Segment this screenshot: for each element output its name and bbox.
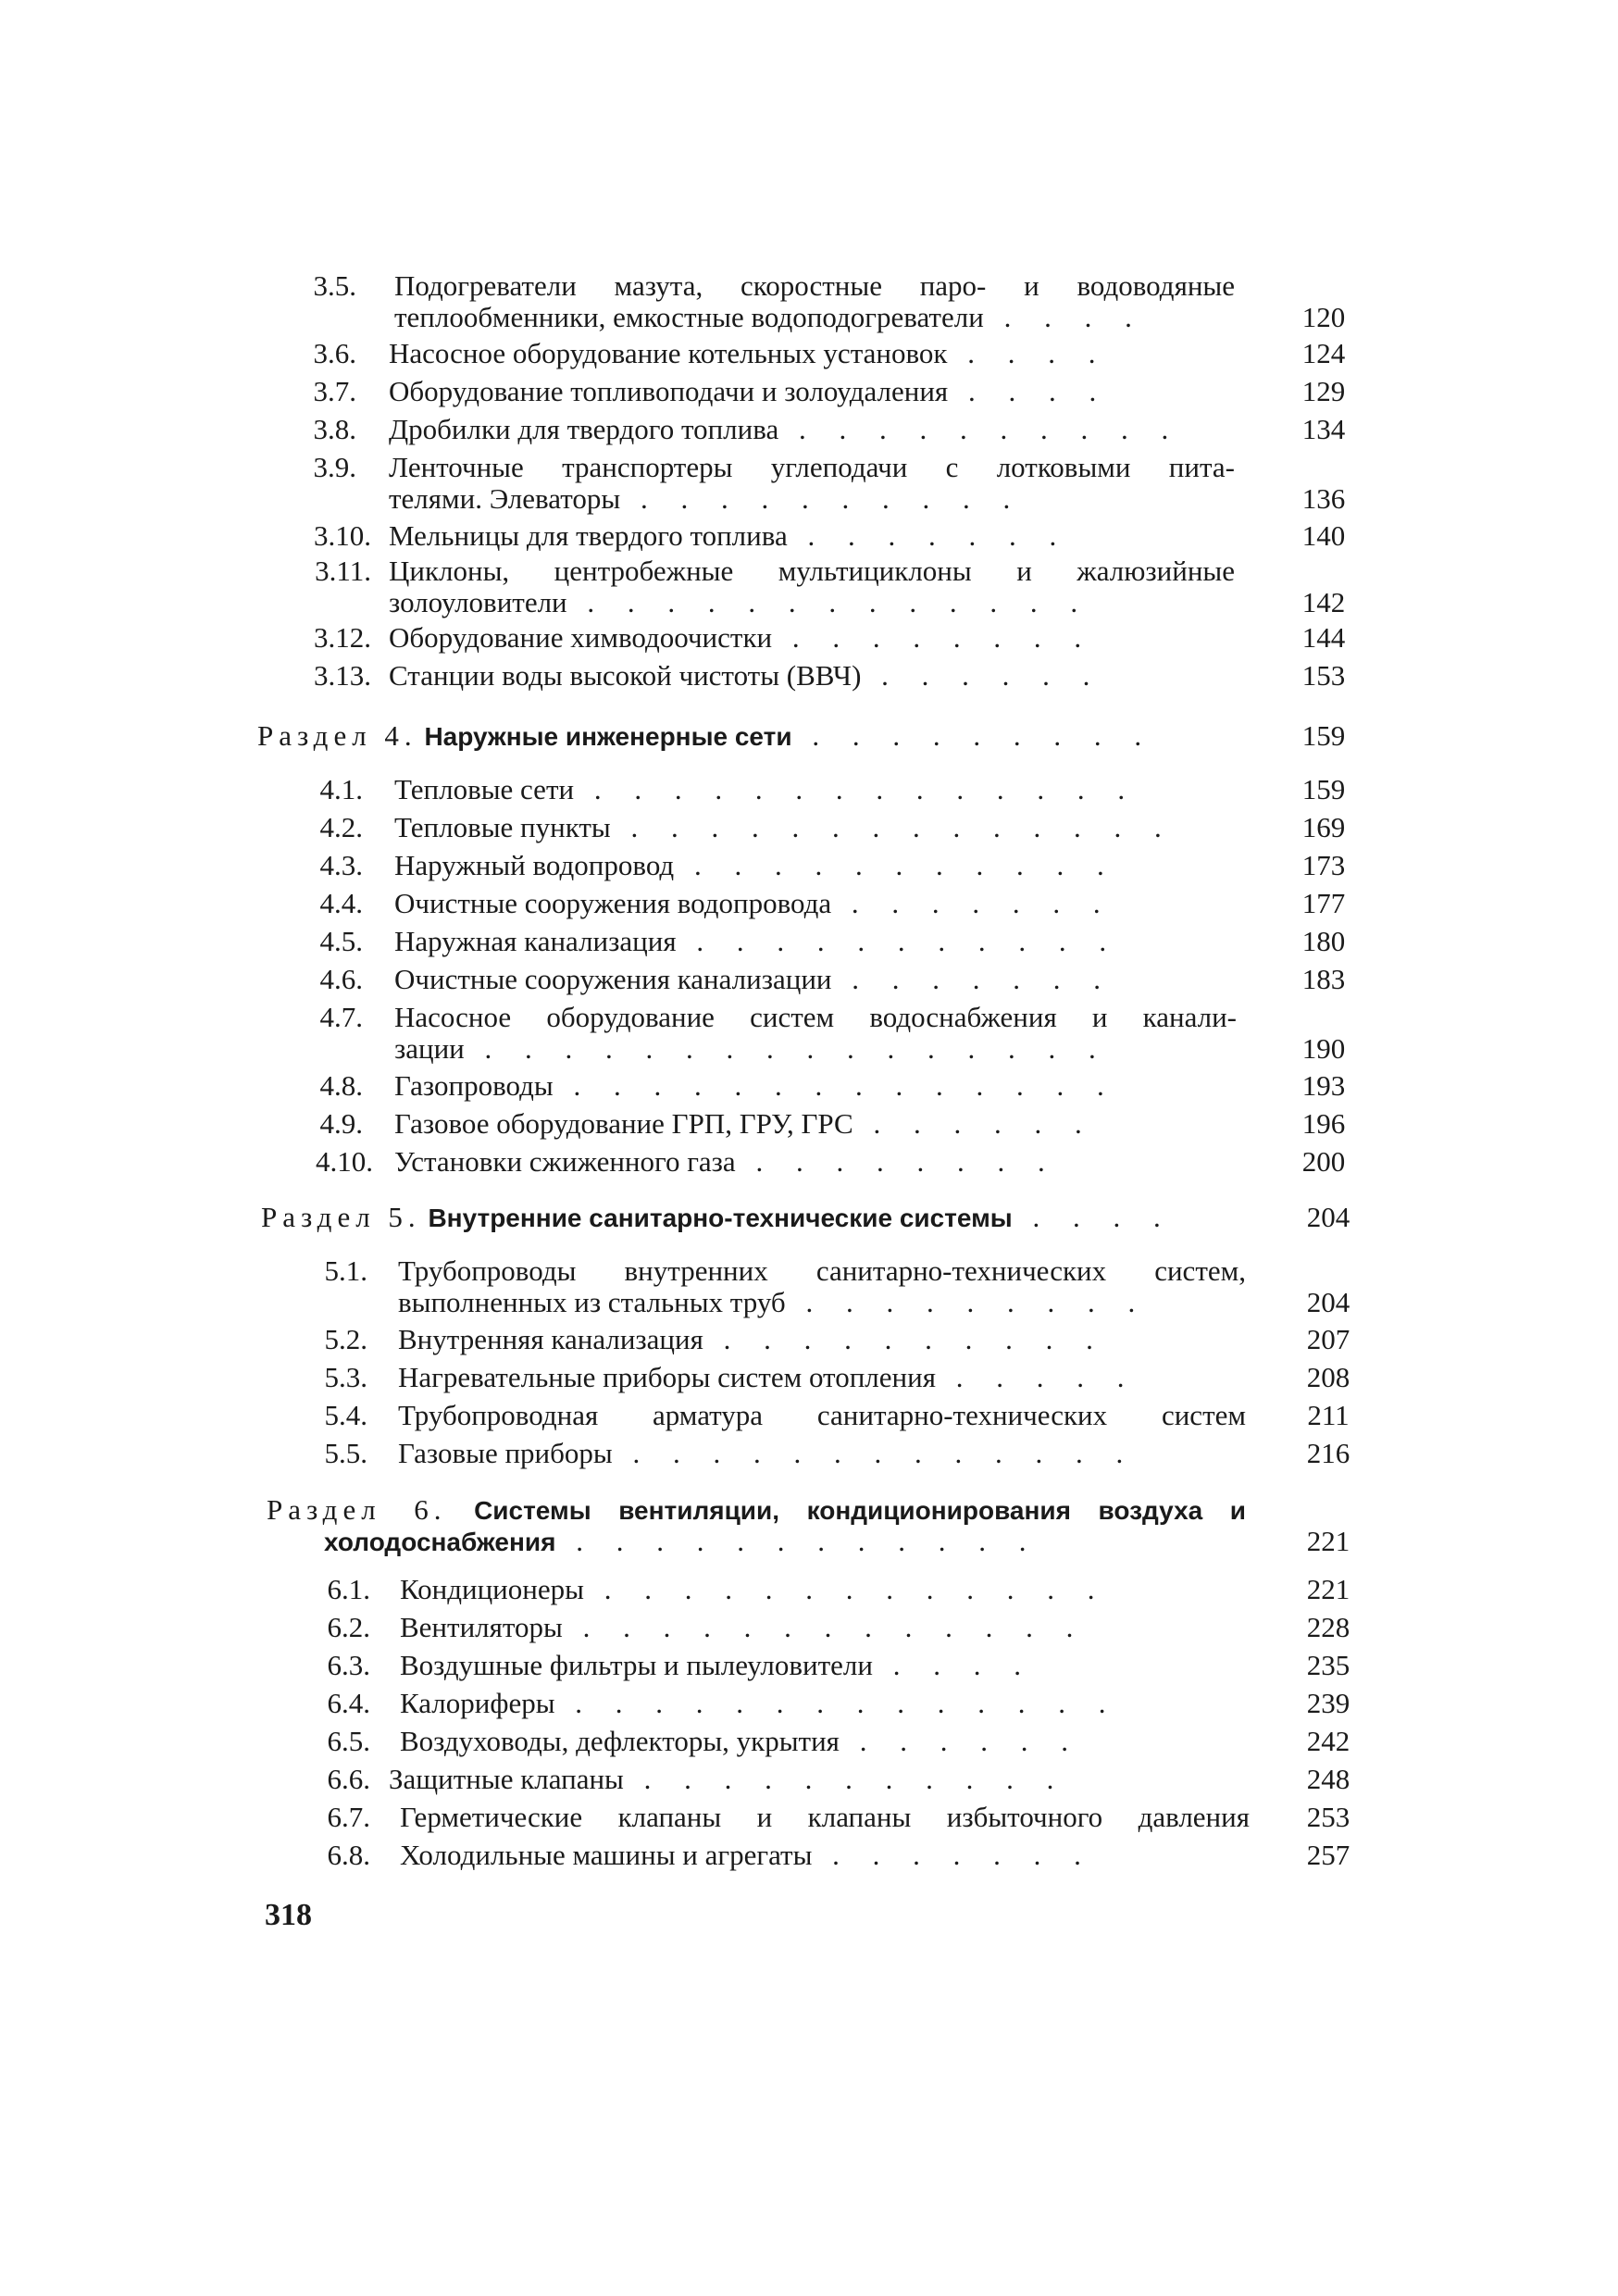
- entry-page: 124: [1301, 337, 1346, 369]
- entry-number: 6.3.: [327, 1649, 370, 1681]
- entry-title: Мельницы для твердого топлива . . . . . . .: [389, 519, 1070, 552]
- section-page: 204: [1306, 1201, 1350, 1233]
- entry-title: Тепловые пункты . . . . . . . . . . . . . .: [394, 811, 1175, 843]
- entry-page: 190: [1301, 1032, 1346, 1065]
- entry-title: Дробилки для твердого топлива . . . . . . . . . .: [389, 413, 1182, 445]
- entry-title-line2: теплообменники, емкостные водоподогреватели: [394, 301, 984, 333]
- entry-title-text: Наружная канализация: [394, 925, 677, 957]
- entry-title-continuation: золоуловители . . . . . . . . . . . . .: [389, 586, 1091, 618]
- entry-page: 136: [1301, 482, 1346, 515]
- entry-title: Газовые приборы . . . . . . . . . . . . .: [398, 1437, 1137, 1469]
- entry-number: 5.3.: [324, 1361, 367, 1393]
- entry-title-line2: телями. Элеваторы: [389, 482, 621, 515]
- entry-title-text: Очистные сооружения водопровода: [394, 887, 832, 919]
- section-title: Внутренние санитарно-технические системы: [428, 1204, 1013, 1232]
- entry-page: 235: [1306, 1649, 1350, 1681]
- entry-number: 4.10.: [316, 1145, 373, 1178]
- entry-title: Воздуховоды, дефлекторы, укрытия . . . . . .: [400, 1725, 1081, 1757]
- entry-number: 5.1.: [324, 1254, 367, 1287]
- entry-page: 228: [1306, 1611, 1350, 1643]
- section-label: Раздел 4.: [257, 719, 417, 752]
- entry-page: 159: [1301, 773, 1346, 805]
- entry-title: Герметические клапаны и клапаны избыточного давления: [400, 1801, 1250, 1833]
- entry-title: Вентиляторы . . . . . . . . . . . . .: [400, 1611, 1087, 1643]
- entry-title: Установки сжиженного газа . . . . . . . .: [394, 1145, 1058, 1178]
- entry-number: 4.4.: [319, 887, 363, 919]
- entry-title: Трубопроводы внутренних санитарно-технических систем,: [398, 1254, 1246, 1287]
- section-heading-text: Раздел 5. Внутренние санитарно-технические системы . . . .: [261, 1201, 1174, 1233]
- entry-number: 4.5.: [319, 925, 363, 957]
- entry-title: Холодильные машины и агрегаты . . . . . . .: [400, 1839, 1094, 1871]
- entry-page: 196: [1301, 1107, 1346, 1140]
- entry-number: 3.13.: [314, 659, 371, 692]
- entry-page: 239: [1306, 1687, 1350, 1719]
- entry-number: 3.7.: [313, 375, 356, 407]
- entry-page: 248: [1306, 1763, 1350, 1795]
- entry-title: Наружная канализация . . . . . . . . . . .: [394, 925, 1120, 957]
- entry-title: Внутренняя канализация . . . . . . . . . .: [398, 1323, 1106, 1355]
- entry-title-line2: золоуловители: [389, 586, 567, 618]
- entry-title: Наружный водопровод . . . . . . . . . . .: [394, 849, 1117, 881]
- entry-title: Станции воды высокой чистоты (ВВЧ) . . . . . .: [389, 659, 1103, 692]
- entry-number: 4.7.: [319, 1001, 363, 1033]
- entry-page: 183: [1301, 963, 1346, 995]
- entry-title-text: Газопроводы: [394, 1069, 554, 1102]
- entry-title-text: Насосное оборудование котельных установок: [389, 337, 948, 369]
- entry-title: Трубопроводная арматура санитарно-технических систем: [398, 1399, 1246, 1431]
- entry-number: 3.5.: [313, 269, 356, 302]
- section-heading-line2: холодоснабжения . . . . . . . . . . . .: [324, 1525, 1039, 1557]
- entry-title-text: Тепловые пункты: [394, 811, 611, 843]
- entry-page: 177: [1301, 887, 1346, 919]
- entry-number: 6.8.: [327, 1839, 370, 1871]
- entry-number: 4.8.: [319, 1069, 363, 1102]
- entry-page: 120: [1301, 301, 1346, 333]
- entry-title-text: Наружный водопровод: [394, 849, 675, 881]
- entry-number: 6.4.: [327, 1687, 370, 1719]
- entry-number: 6.5.: [327, 1725, 370, 1757]
- entry-page: 129: [1301, 375, 1346, 407]
- entry-title: Насосное оборудование систем водоснабжения и канали-: [394, 1001, 1237, 1033]
- entry-title: Ленточные транспортеры углеподачи с лотковыми пита-: [389, 451, 1235, 483]
- entry-title-text: Нагревательные приборы систем отопления: [398, 1361, 936, 1393]
- entry-page: 204: [1306, 1286, 1350, 1318]
- entry-number: 3.11.: [315, 555, 371, 587]
- entry-title-text: Мельницы для твердого топлива: [389, 519, 788, 552]
- entry-title-continuation: теплообменники, емкостные водоподогреватели . . . .: [394, 301, 1145, 333]
- entry-page: 207: [1306, 1323, 1350, 1355]
- page-number: 318: [265, 1898, 312, 1932]
- section-title: Системы вентиляции, кондиционирования воздуха и: [474, 1496, 1247, 1525]
- entry-number: 3.9.: [313, 451, 356, 483]
- entry-title-text: Защитные клапаны: [389, 1763, 624, 1795]
- section-page: 221: [1306, 1525, 1350, 1557]
- section-page: 159: [1301, 719, 1346, 752]
- entry-title: Очистные сооружения водопровода . . . . . . .: [394, 887, 1114, 919]
- entry-page: 169: [1301, 811, 1346, 843]
- entry-page: 200: [1301, 1145, 1346, 1178]
- section-heading-text: Раздел 4. Наружные инженерные сети . . . . . . . . .: [257, 719, 1155, 752]
- entry-title-line2: выполненных из стальных труб: [398, 1286, 786, 1318]
- entry-title: Газовое оборудование ГРП, ГРУ, ГРС . . . . . .: [394, 1107, 1095, 1140]
- section-title-line2: холодоснабжения: [324, 1528, 556, 1556]
- entry-title: Подогреватели мазута, скоростные паро- и водоводяные: [394, 269, 1235, 302]
- entry-number: 4.9.: [319, 1107, 363, 1140]
- section-heading-line1: [267, 1494, 1246, 1527]
- entry-title-text: Газовое оборудование ГРП, ГРУ, ГРС: [394, 1107, 853, 1140]
- entry-number: 3.6.: [313, 337, 356, 369]
- entry-page: 153: [1301, 659, 1346, 692]
- entry-number: 4.2.: [319, 811, 363, 843]
- entry-title: Нагревательные приборы систем отопления . . . . .: [398, 1361, 1138, 1393]
- entry-number: 3.12.: [314, 621, 371, 654]
- section-label: Раздел 5.: [261, 1201, 421, 1233]
- entry-title-text: Калориферы: [400, 1687, 555, 1719]
- entry-number: 4.6.: [319, 963, 363, 995]
- entry-title-text: Оборудование химводоочистки: [389, 621, 773, 654]
- entry-page: 208: [1306, 1361, 1350, 1393]
- entry-title: Газопроводы . . . . . . . . . . . . . .: [394, 1069, 1117, 1102]
- entry-title-text: Внутренняя канализация: [398, 1323, 703, 1355]
- entry-page: 221: [1306, 1573, 1350, 1605]
- entry-title-text: Очистные сооружения канализации: [394, 963, 832, 995]
- entry-title-text: Оборудование топливоподачи и золоудаления: [389, 375, 949, 407]
- entry-title: Насосное оборудование котельных установок . . . .: [389, 337, 1109, 369]
- entry-title-text: Вентиляторы: [400, 1611, 563, 1643]
- section-title: Наружные инженерные сети: [424, 722, 792, 751]
- entry-title: Защитные клапаны . . . . . . . . . . .: [389, 1763, 1067, 1795]
- entry-page: 216: [1306, 1437, 1350, 1469]
- entry-page: 193: [1301, 1069, 1346, 1102]
- entry-title-line2: зации: [394, 1032, 465, 1065]
- entry-number: 5.4.: [324, 1399, 367, 1431]
- entry-title-text: Дробилки для твердого топлива: [389, 413, 779, 445]
- entry-number: 3.8.: [313, 413, 356, 445]
- entry-page: 180: [1301, 925, 1346, 957]
- entry-title-text: Газовые приборы: [398, 1437, 613, 1469]
- entry-page: 142: [1301, 586, 1346, 618]
- entry-title: Воздушные фильтры и пылеуловители . . . .: [400, 1649, 1034, 1681]
- entry-page: 211: [1307, 1399, 1350, 1431]
- entry-number: 3.10.: [314, 519, 371, 552]
- entry-number: 4.3.: [319, 849, 363, 881]
- entry-title: Тепловые сети . . . . . . . . . . . . . .: [394, 773, 1139, 805]
- entry-number: 5.2.: [324, 1323, 367, 1355]
- entry-title: Калориферы . . . . . . . . . . . . . .: [400, 1687, 1119, 1719]
- entry-title: Оборудование химводоочистки . . . . . . . .: [389, 621, 1095, 654]
- entry-title-text: Воздуховоды, дефлекторы, укрытия: [400, 1725, 840, 1757]
- entry-title-text: Станции воды высокой чистоты (ВВЧ): [389, 659, 862, 692]
- entry-title-continuation: выполненных из стальных труб . . . . . . . . .: [398, 1286, 1149, 1318]
- entry-page: 134: [1301, 413, 1346, 445]
- entry-page: 173: [1301, 849, 1346, 881]
- entry-number: 6.7.: [327, 1801, 370, 1833]
- entry-title-text: Воздушные фильтры и пылеуловители: [400, 1649, 873, 1681]
- entry-number: 6.2.: [327, 1611, 370, 1643]
- entry-page: 257: [1306, 1839, 1350, 1871]
- entry-title-text: Холодильные машины и агрегаты: [400, 1839, 813, 1871]
- entry-number: 6.6.: [327, 1763, 370, 1795]
- entry-title: Оборудование топливоподачи и золоудаления . . . .: [389, 375, 1110, 407]
- entry-number: 4.1.: [319, 773, 363, 805]
- entry-title-text: Тепловые сети: [394, 773, 575, 805]
- entry-title: Циклоны, центробежные мультициклоны и жалюзийные: [389, 555, 1235, 587]
- entry-title-continuation: телями. Элеваторы . . . . . . . . . .: [389, 482, 1024, 515]
- entry-title-text: Кондиционеры: [400, 1573, 584, 1605]
- entry-title-continuation: зации . . . . . . . . . . . . . . . .: [394, 1032, 1109, 1065]
- entry-title: Очистные сооружения канализации . . . . . . .: [394, 963, 1114, 995]
- entry-page: 140: [1301, 519, 1346, 552]
- entry-page: 253: [1306, 1801, 1350, 1833]
- entry-title: Кондиционеры . . . . . . . . . . . . .: [400, 1573, 1108, 1605]
- entry-number: 6.1.: [327, 1573, 370, 1605]
- entry-title-text: Установки сжиженного газа: [394, 1145, 736, 1178]
- entry-page: 144: [1301, 621, 1346, 654]
- section-label: Раздел 6.: [267, 1493, 447, 1526]
- entry-number: 5.5.: [324, 1437, 367, 1469]
- entry-page: 242: [1306, 1725, 1350, 1757]
